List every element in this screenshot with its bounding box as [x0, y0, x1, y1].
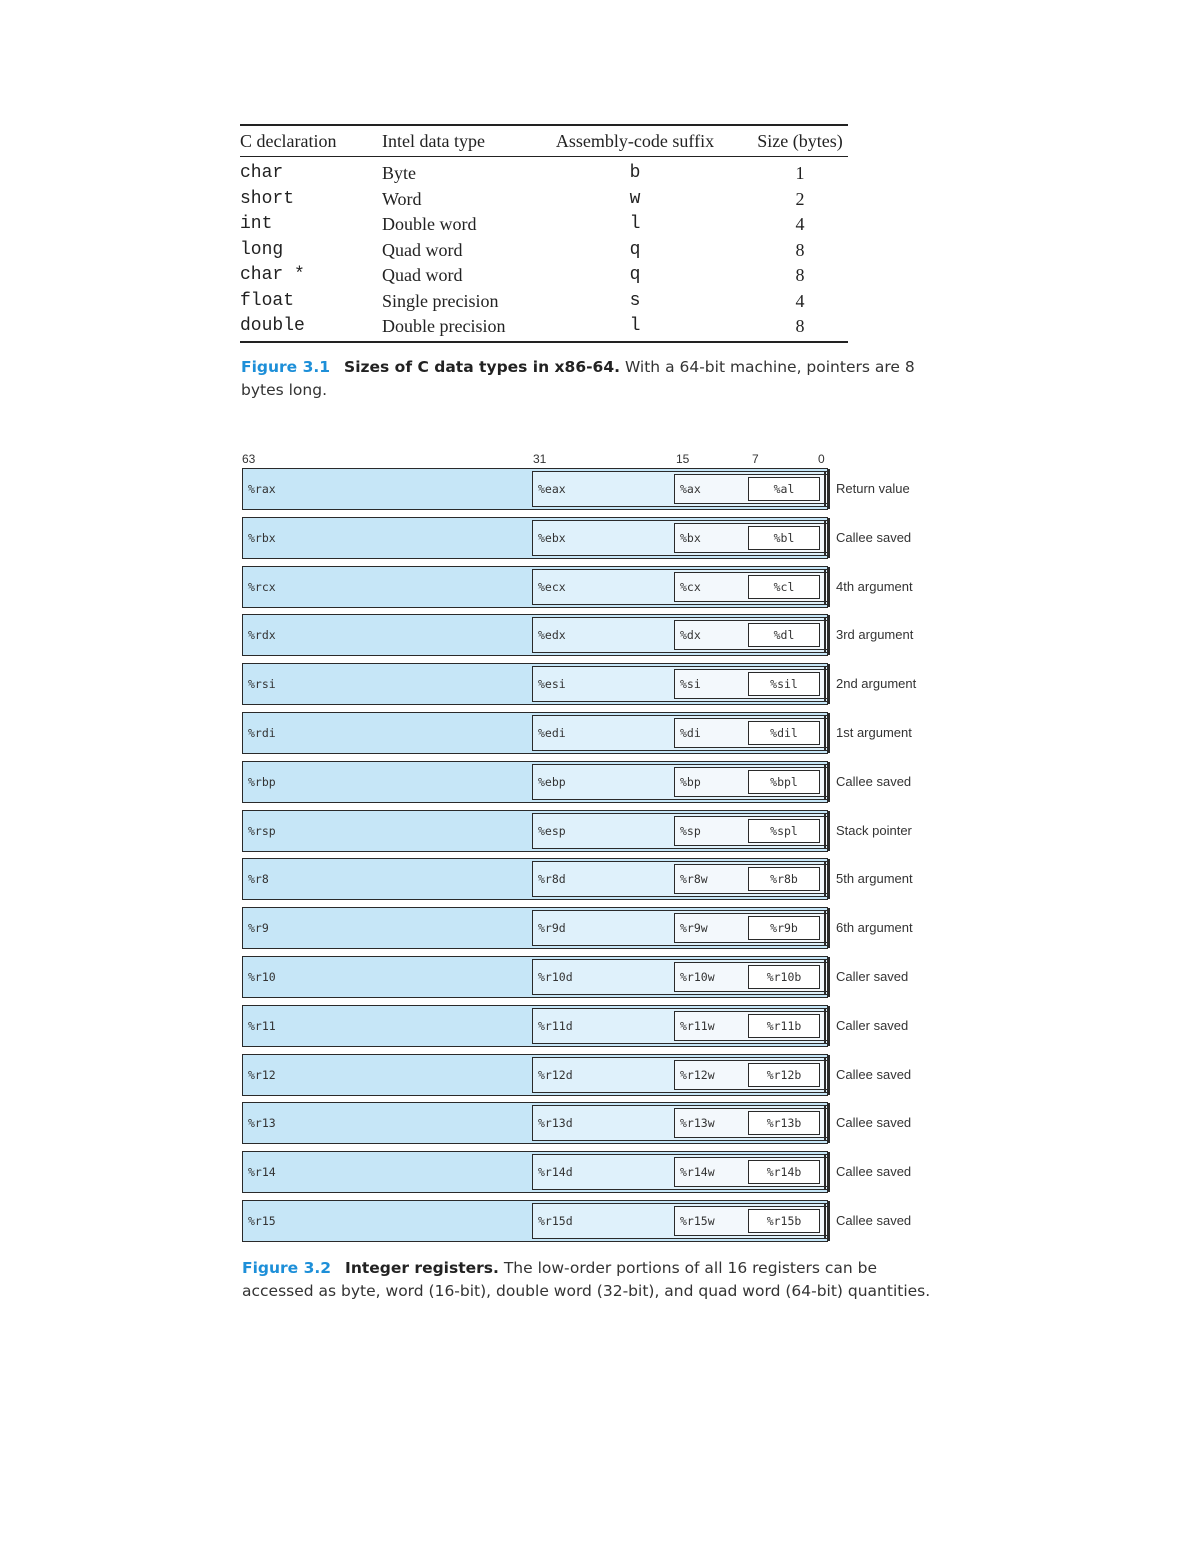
register-8bit-name: %dl: [773, 628, 795, 643]
size-bytes-cell: 4: [795, 214, 805, 234]
register-edge-line: [824, 814, 826, 848]
register-16bit-name: %r10w: [680, 970, 715, 984]
register-16bit-name: %r8w: [680, 872, 708, 887]
register-edge-line: [824, 765, 826, 799]
register-row: [242, 858, 913, 902]
register-16bit-name: %di: [680, 726, 701, 740]
bit-label-0: 0: [818, 452, 825, 466]
register-role-label: Return value: [836, 481, 910, 496]
register-role-label: Callee saved: [836, 1115, 912, 1131]
register-row: [242, 468, 910, 512]
register-role-label: Caller saved: [836, 969, 909, 984]
register-8bit-name: %r8b: [770, 872, 798, 887]
register-edge-line: [828, 859, 830, 899]
bit-label-7: 7: [752, 452, 759, 466]
register-64bit-name: %rsi: [248, 677, 276, 692]
register-64bit-name: %r11: [248, 1018, 276, 1033]
register-row: [242, 907, 913, 951]
header-intel-data-type: Intel data type: [382, 131, 485, 151]
assembly-suffix-cell: l: [629, 214, 641, 234]
bit-label-15: 15: [676, 452, 690, 466]
register-edge-line: [824, 1058, 826, 1092]
register-8bit-name: %dil: [770, 726, 798, 740]
register-edge-line: [824, 716, 826, 750]
intel-data-type-cell: Quad word: [382, 265, 463, 285]
size-bytes-cell: 4: [795, 290, 805, 311]
register-32bit-name: %r13d: [538, 1116, 573, 1131]
register-16bit-name: %cx: [680, 579, 701, 594]
register-role-label: Callee saved: [836, 1213, 912, 1228]
c-declaration-cell: short: [240, 188, 295, 209]
register-32bit-name: %r14d: [538, 1165, 573, 1180]
register-row: [242, 566, 913, 610]
register-role-label: 4th argument: [836, 578, 913, 594]
register-edge-line: [828, 762, 830, 802]
register-role-label: 6th argument: [836, 920, 913, 936]
register-row: [242, 1005, 909, 1049]
register-64bit-name: %r13: [248, 1116, 276, 1131]
register-8bit-name: %cl: [773, 579, 795, 594]
register-32bit-name: %r9d: [538, 921, 566, 936]
header-c-declaration: C declaration: [240, 131, 337, 151]
register-row: [242, 663, 917, 707]
register-edge-line: [824, 618, 826, 652]
register-role-label: Callee saved: [836, 773, 912, 789]
intel-data-type-cell: Single precision: [382, 290, 499, 311]
register-row: [242, 614, 914, 658]
assembly-suffix-cell: w: [629, 188, 641, 209]
register-role-label: 1st argument: [836, 725, 912, 740]
register-edge-line: [828, 518, 830, 558]
c-declaration-cell: double: [240, 316, 305, 336]
register-8bit-name: %bpl: [770, 774, 798, 789]
register-32bit-name: %ecx: [538, 579, 566, 594]
register-8bit-name: %r11b: [766, 1018, 802, 1033]
register-row: [242, 1200, 912, 1244]
figure-3-2-caption: [242, 1257, 932, 1303]
register-16bit-name: %si: [680, 677, 701, 692]
register-8bit-name: %r9b: [770, 921, 798, 936]
register-role-label: Callee saved: [836, 529, 912, 545]
register-edge-line: [824, 570, 826, 604]
register-role-label: 2nd argument: [836, 676, 917, 692]
register-edge-line: [828, 957, 830, 997]
register-edge-line: [824, 472, 826, 506]
register-row: [242, 761, 912, 805]
register-edge-line: [828, 1201, 830, 1241]
register-row: [242, 956, 909, 1000]
figure-3-2-number: Figure 3.2: [242, 1259, 332, 1277]
register-8bit-name: %r10b: [766, 970, 802, 984]
intel-data-type-cell: Quad word: [382, 239, 463, 260]
register-edge-line: [824, 1009, 826, 1043]
register-edge-line: [824, 667, 826, 701]
register-64bit-name: %rcx: [248, 579, 276, 594]
intel-data-type-cell: Word: [382, 188, 422, 209]
register-edge-line: [828, 567, 830, 607]
register-edge-line: [824, 960, 826, 994]
bit-label-31: 31: [533, 452, 547, 466]
register-row: [242, 810, 912, 854]
register-64bit-name: %r15: [248, 1214, 276, 1228]
table-header-rule: [240, 156, 848, 157]
register-edge-line: [824, 521, 826, 555]
table-top-rule: [240, 124, 848, 126]
header-assembly-suffix: Assembly-code suffix: [555, 131, 715, 151]
register-32bit-name: %ebx: [538, 530, 566, 545]
register-32bit-name: %esp: [538, 823, 566, 838]
register-edge-line: [828, 615, 830, 655]
figure-3-1-caption: [241, 356, 931, 402]
register-edge-line: [828, 908, 830, 948]
register-edge-line: [828, 1006, 830, 1046]
size-bytes-cell: 8: [795, 239, 805, 260]
intel-data-type-cell: Double word: [382, 214, 477, 234]
table-bottom-rule: [240, 341, 848, 343]
register-64bit-name: %r10: [248, 970, 276, 984]
c-declaration-cell: char *: [240, 265, 305, 285]
register-8bit-name: %spl: [770, 823, 798, 838]
register-64bit-name: %r12: [248, 1067, 276, 1082]
register-edge-line: [824, 1204, 826, 1238]
register-16bit-name: %sp: [680, 823, 701, 838]
figure-3-1-title: Sizes of C data types in x86-64.: [344, 358, 621, 376]
register-edge-line: [828, 469, 830, 509]
register-32bit-name: %r12d: [538, 1067, 573, 1082]
register-32bit-name: %edx: [538, 628, 566, 643]
register-edge-line: [828, 713, 830, 753]
register-16bit-name: %r14w: [680, 1165, 715, 1180]
register-8bit-name: %al: [773, 482, 795, 496]
register-row: [242, 1102, 912, 1146]
register-64bit-name: %rdi: [248, 726, 276, 740]
intel-data-type-cell: Byte: [382, 163, 416, 183]
register-role-label: 5th argument: [836, 871, 913, 887]
register-64bit-name: %r14: [248, 1165, 276, 1180]
register-edge-line: [824, 1155, 826, 1189]
register-edge-line: [828, 664, 830, 704]
figure-3-1-number: Figure 3.1: [241, 358, 331, 376]
register-16bit-name: %r11w: [680, 1018, 715, 1033]
register-role-label: Callee saved: [836, 1066, 912, 1082]
assembly-suffix-cell: q: [629, 239, 641, 260]
register-edge-line: [828, 1152, 830, 1192]
register-8bit-name: %r12b: [766, 1067, 802, 1082]
assembly-suffix-cell: l: [629, 316, 641, 336]
register-8bit-name: %bl: [773, 530, 795, 545]
c-declaration-cell: float: [240, 290, 295, 311]
header-size-bytes: Size (bytes): [757, 131, 843, 151]
c-declaration-cell: long: [240, 239, 284, 260]
register-role-label: Callee saved: [836, 1164, 912, 1180]
register-edge-line: [828, 811, 830, 851]
register-16bit-name: %r9w: [680, 921, 708, 936]
register-64bit-name: %rbp: [248, 774, 276, 789]
register-32bit-name: %r15d: [538, 1214, 573, 1228]
register-role-label: 3rd argument: [836, 627, 914, 643]
register-row: [242, 1054, 912, 1098]
assembly-suffix-cell: b: [629, 163, 641, 183]
register-edge-line: [824, 911, 826, 945]
register-edge-line: [824, 1106, 826, 1140]
figure-3-2-title: Integer registers.: [345, 1259, 499, 1277]
register-role-label: Stack pointer: [836, 822, 912, 838]
register-row: [242, 517, 912, 561]
size-bytes-cell: 2: [795, 188, 805, 209]
c-declaration-cell: char: [240, 163, 284, 183]
assembly-suffix-cell: q: [629, 265, 641, 285]
register-64bit-name: %rax: [248, 482, 276, 496]
register-8bit-name: %r14b: [766, 1165, 802, 1180]
register-8bit-name: %r15b: [766, 1214, 802, 1228]
register-16bit-name: %r12w: [680, 1067, 715, 1082]
register-64bit-name: %rbx: [248, 530, 276, 545]
register-64bit-name: %r8: [248, 872, 269, 887]
register-16bit-name: %ax: [680, 482, 701, 496]
register-64bit-name: %r9: [248, 921, 269, 936]
register-32bit-name: %r8d: [538, 872, 566, 887]
register-16bit-name: %r15w: [680, 1214, 715, 1228]
register-8bit-name: %sil: [770, 677, 798, 692]
intel-data-type-cell: Double precision: [382, 316, 506, 336]
register-16bit-name: %r13w: [680, 1116, 715, 1131]
register-32bit-name: %esi: [538, 677, 566, 692]
register-edge-line: [828, 1103, 830, 1143]
register-role-label: Caller saved: [836, 1017, 909, 1033]
register-64bit-name: %rdx: [248, 628, 276, 643]
register-row: [242, 712, 912, 756]
size-bytes-cell: 8: [795, 265, 805, 285]
c-declaration-cell: int: [240, 214, 273, 234]
register-32bit-name: %eax: [538, 482, 566, 496]
register-16bit-name: %dx: [680, 628, 701, 643]
register-32bit-name: %r11d: [538, 1018, 573, 1033]
register-edge-line: [824, 862, 826, 896]
size-bytes-cell: 1: [795, 163, 805, 183]
register-8bit-name: %r13b: [766, 1116, 802, 1131]
register-32bit-name: %ebp: [538, 774, 566, 789]
register-32bit-name: %edi: [538, 726, 566, 740]
register-64bit-name: %rsp: [248, 823, 276, 838]
bit-label-63: 63: [242, 452, 256, 466]
size-bytes-cell: 8: [795, 316, 805, 336]
register-16bit-name: %bx: [680, 530, 701, 545]
figure-3-2-text: The low-order portions of all 16 registers can be accessed as byte, word (16-bit), double word (32-bit), and quad word (64-bit) quantities.: [242, 1259, 931, 1300]
figure-3-1-text: With a 64-bit machine, pointers are 8 bytes long.: [241, 358, 915, 399]
register-row: [242, 1151, 912, 1195]
register-edge-line: [828, 1055, 830, 1095]
register-32bit-name: %r10d: [538, 970, 573, 984]
assembly-suffix-cell: s: [629, 290, 641, 311]
register-16bit-name: %bp: [680, 774, 701, 789]
